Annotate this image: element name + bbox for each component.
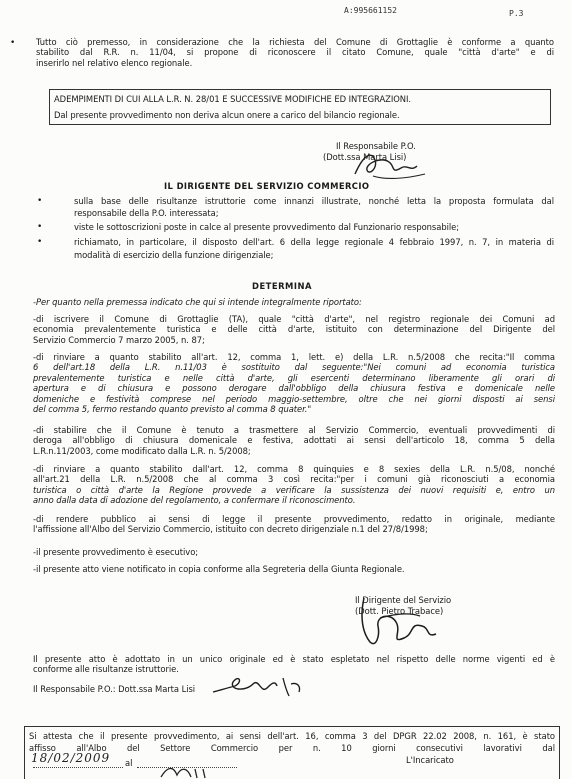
p2-line-2: 6 dell'art.18 della L.R. n.11/03 è sostituito dal seguente:"Nei comuni ad economia turistica <box>33 362 555 373</box>
word-consecutivi: consecutivi <box>416 743 463 753</box>
page-number: P.3 <box>509 9 524 18</box>
determina-heading: DETERMINA <box>252 281 312 291</box>
intro-line-2: stabilito dal R.R. n. 11/04, si propone di riconoscere il citato Comune, quale "città d'arte" e di <box>36 47 554 58</box>
p2-line-6: del comma 5, fermo restando quanto previsto al comma 8 quater." <box>33 404 312 415</box>
p3-line-3: L.R.n.11/2003, come modificato dalla L.R. n. 5/2008; <box>33 445 251 456</box>
word-albo: all'Albo <box>76 743 107 753</box>
p1-line-3: Servizio Commercio 7 marzo 2005, n. 87; <box>33 334 205 345</box>
bullet-icon: • <box>37 196 43 206</box>
determina-p5 <box>33 514 555 535</box>
margin-mark: • <box>10 38 16 48</box>
compliance-line-2: conforme alle risultanze istruttorie. <box>33 664 179 675</box>
incaricato-label: L'Incaricato <box>406 755 454 765</box>
fax-id: A:995661152 <box>344 6 397 15</box>
intro-paragraph <box>36 37 554 68</box>
bullet-2-line-1: viste le sottoscrizioni poste in calce al presente provvedimento dal Funzionario responsabile; <box>74 221 460 232</box>
bullet-1-line-1: sulla base delle risultanze istruttorie come innanzi illustrate, nonché letta la proposta formulata dal <box>74 196 554 206</box>
determina-p2 <box>33 352 555 414</box>
bullet-1-line-2: responsabile della P.O. interessata; <box>74 208 219 219</box>
determina-p4 <box>33 464 555 506</box>
determina-p1 <box>33 314 555 345</box>
word-per: per <box>278 743 293 753</box>
handwritten-signature-lisi-bottom <box>205 670 315 704</box>
p2-line-3: prevalentemente turistica e nelle città d'arte, gli esercenti determinano liberamente gli orari di <box>33 372 555 383</box>
intro-line-1: Tutto ciò premesso, in considerazione che la richiesta del Comune di Grottaglie è conforme a quanto <box>36 37 554 47</box>
handwritten-date: 18/02/2009 <box>31 751 111 765</box>
bullet-icon: • <box>37 237 43 248</box>
obligations-title: ADEMPIMENTI DI CUI ALLA L.R. N. 28/01 E SUCCESSIVE MODIFICHE ED INTEGRAZIONI. <box>54 94 412 104</box>
determina-p6: -il presente provvedimento è esecutivo; <box>33 547 199 557</box>
p3-line-1: -di stabilire che il Comune è tenuto a trasmettere al Servizio Commercio, eventuali provvedimenti di <box>33 425 555 435</box>
bullet-3-line-1: richiamato, in particolare, il disposto dell'art. 6 della legge regionale 4 febbraio 1997, n. 7, in materia di <box>74 237 554 248</box>
p1-line-2: economia prevalentemente turistica e delle città d'arte, istituito con determinazione del Dirigente del <box>33 324 555 335</box>
director-heading: IL DIRIGENTE DEL SERVIZIO COMMERCIO <box>164 181 370 191</box>
word-10: 10 <box>341 743 352 753</box>
handwritten-signature-lisi <box>345 146 435 184</box>
determina-premise: -Per quanto nella premessa indicato che qui si intende integralmente riportato: <box>33 297 362 307</box>
bottom-responsible: Il Responsabile P.O.: Dott.ssa Marta Lisi <box>33 684 196 694</box>
responsible-role: Il Responsabile P.O. <box>336 141 416 151</box>
handwritten-signature-trabace <box>350 592 460 652</box>
p4-line-4: anno dalla data di adozione del regolamento, a confermare il riconoscimento. <box>33 495 356 506</box>
bullet-3-line-2: modalità di esercizio della funzione dirigenziale; <box>74 249 274 260</box>
p4-line-2: all'art.21 della L.R. n.5/2008 che al comma 3 così recita:"per i comuni già riconosciuti a economia <box>33 474 555 485</box>
p2-line-1: -di rinviare a quanto stabilito all'art. 12, comma 1, lett. e) della L.R. n.5/2008 che recita:"Il comma <box>33 352 555 362</box>
bullet-icon: • <box>37 221 43 232</box>
obligations-box <box>49 89 551 125</box>
p1-line-1: -di iscrivere il Comune di Grottaglie (TA), quale "città d'arte", nel registro regionale dei Comuni ad <box>33 314 555 324</box>
intro-line-3: inserirlo nel relativo elenco regionale. <box>36 57 193 68</box>
p5-line-2: l'affissione all'Albo del Servizio Commercio, istituito con decreto dirigenziale n.1 del 27/8/1998; <box>33 524 428 535</box>
p2-line-4: apertura e di chiusura e possono derogare dall'obbligo della chiusura festiva e domenicale nelle <box>33 383 555 394</box>
p4-line-3: turistica o città d'arte la Regione provvede a verificare la sussistenza dei nuovi requisiti e, entro un <box>33 484 555 495</box>
attestation-line-1: Si attesta che il presente provvedimento, ai sensi dell'art. 16, comma 3 del DPGR 22.02 2008, n. 161, è stato <box>29 731 555 741</box>
bullet-item-1 <box>34 196 554 219</box>
determina-p7: -il presente atto viene notificato in copia conforme alla Segreteria della Giunta Regionale. <box>33 564 405 574</box>
obligations-text: Dal presente provvedimento non deriva alcun onere a carico del bilancio regionale. <box>54 110 400 120</box>
date-line <box>33 767 123 768</box>
word-lavorativi: lavorativi <box>483 743 522 753</box>
p2-line-5: domeniche e festività comprese nel periodo maggio-settembre, oltre che nei giorni disposti ai sensi <box>33 393 555 404</box>
director-bullets <box>34 196 554 262</box>
word-commercio: Commercio <box>210 743 259 753</box>
word-giorni: giorni <box>372 743 396 753</box>
p4-line-1: -di rinviare a quanto stabilito dall'art. 12, comma 8 quinquies e 8 sexies della L.R. n.5/08, nonché <box>33 464 555 474</box>
word-dal: dal <box>542 743 555 753</box>
director-role: Il Dirigente del Servizio <box>355 595 452 605</box>
word-affisso: affisso <box>29 743 56 753</box>
p3-line-2: deroga all'obbligo di chiusura domenicale e festiva, adottati ai sensi dell'articolo 18, comma 5 della <box>33 435 555 446</box>
compliance-line-1: Il presente atto è adottato in un unico originale ed è stato espletato nel rispetto delle norme vigenti ed è <box>33 654 555 664</box>
handwritten-signature-incaricato <box>155 763 235 779</box>
p5-line-1: -di rendere pubblico ai sensi di legge il presente provvedimento, redatto in originale, mediante <box>33 514 555 524</box>
bullet-item-2 <box>34 222 554 232</box>
bullet-item-3 <box>34 237 554 260</box>
word-al: al <box>125 758 133 768</box>
word-n: n. <box>312 743 321 753</box>
director-name: (Dott. Pietro Trabace) <box>355 606 444 616</box>
determina-p3 <box>33 425 555 456</box>
word-del: del <box>126 743 140 753</box>
word-settore: Settore <box>160 743 191 753</box>
attestation-box <box>24 726 560 779</box>
responsible-name: (Dott.ssa Marta Lisi) <box>323 152 407 162</box>
